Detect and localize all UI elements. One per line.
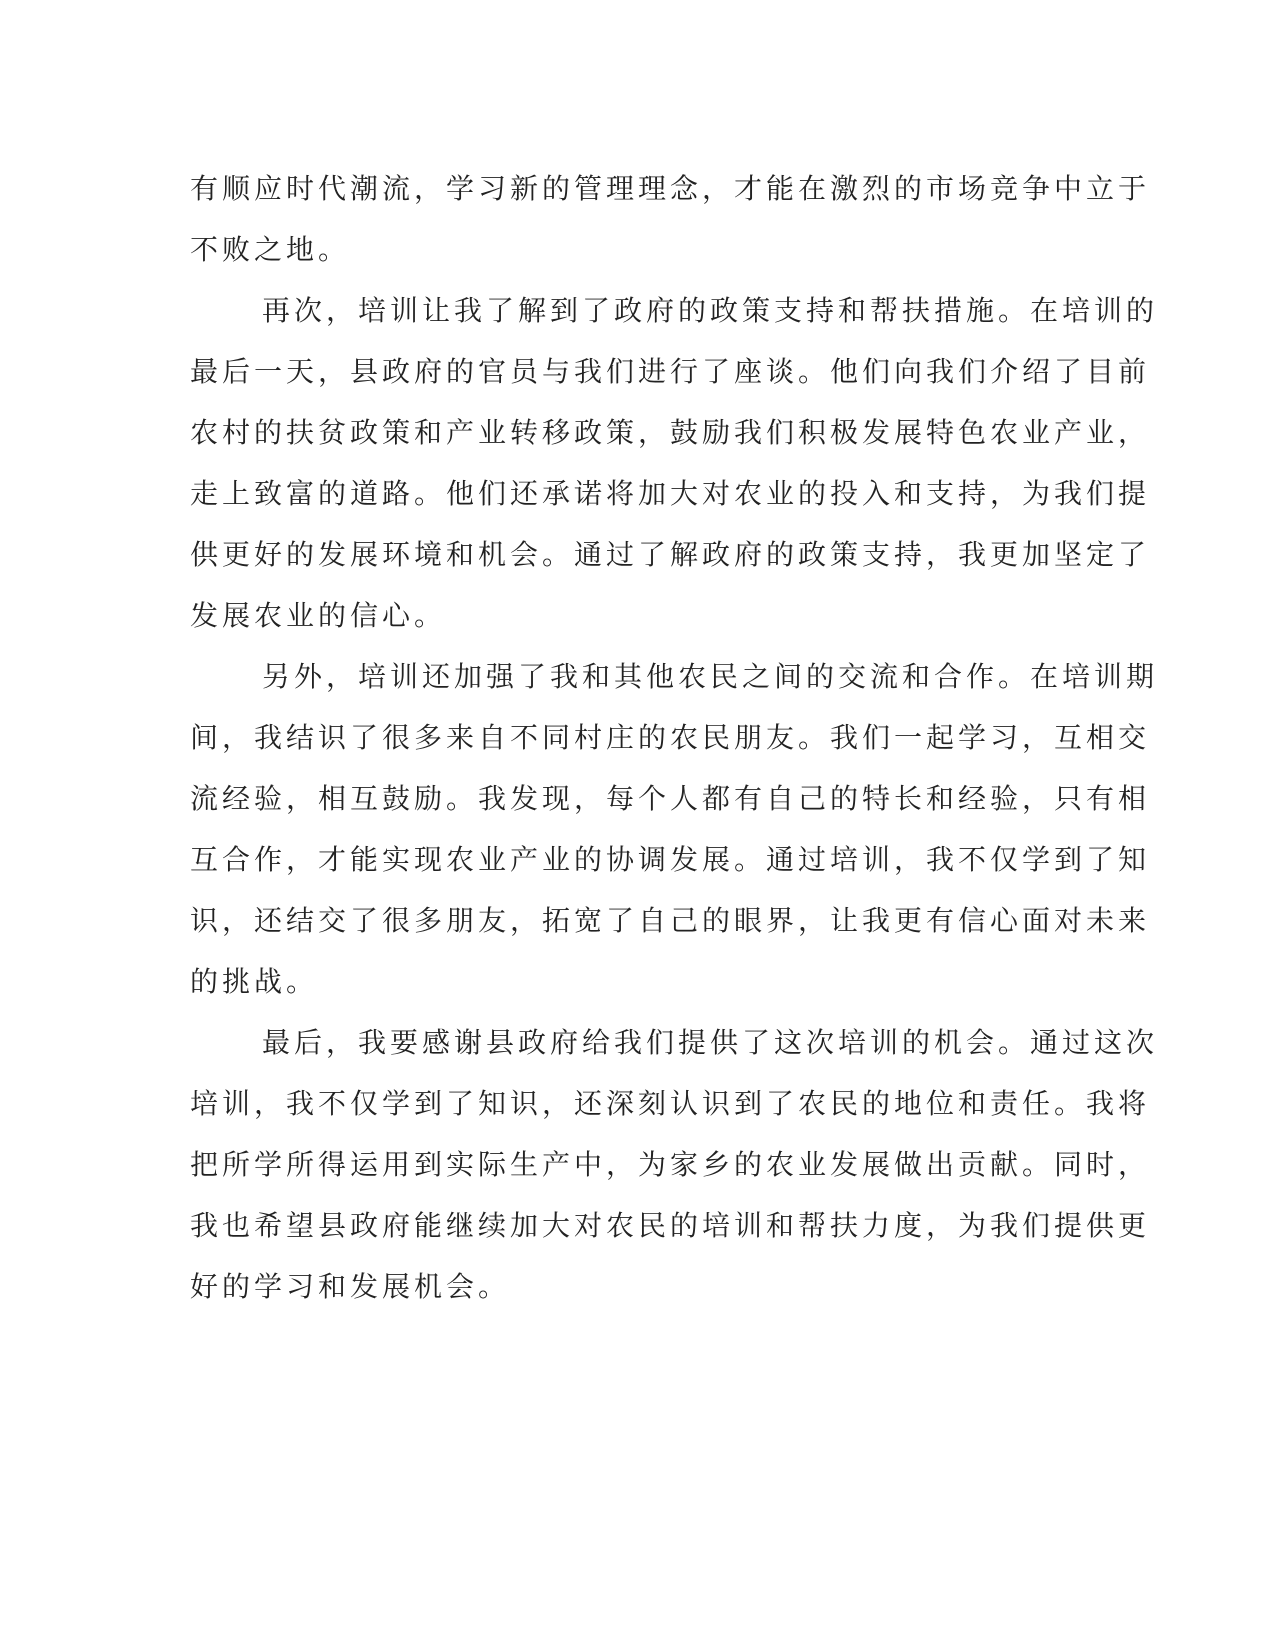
paragraph [190,280,1159,646]
text-line: 另外，培训还加强了我和其他农民之间的交流和合作。在培训期 [262,660,1159,693]
text-line: 我也希望县政府能继续加大对农民的培训和帮扶力度，为我们提供更 [190,1209,1151,1242]
text-line: 的挑战。 [190,965,319,998]
text-line: 有顺应时代潮流，学习新的管理理念，才能在激烈的市场竞争中立于 [190,172,1151,205]
text-line: 把所学所得运用到实际生产中，为家乡的农业发展做出贡献。同时， [190,1148,1151,1181]
text-line: 互合作，才能实现农业产业的协调发展。通过培训，我不仅学到了知 [190,843,1151,876]
document-body [190,158,1159,1317]
paragraph [190,1012,1159,1317]
text-line: 流经验，相互鼓励。我发现，每个人都有自己的特长和经验，只有相 [190,782,1151,815]
text-line: 识，还结交了很多朋友，拓宽了自己的眼界，让我更有信心面对未来 [190,904,1151,937]
text-line: 间，我结识了很多来自不同村庄的农民朋友。我们一起学习，互相交 [190,721,1151,754]
text-line: 供更好的发展环境和机会。通过了解政府的政策支持，我更加坚定了 [190,538,1151,571]
text-line: 好的学习和发展机会。 [190,1270,511,1303]
text-line: 再次，培训让我了解到了政府的政策支持和帮扶措施。在培训的 [262,294,1159,327]
paragraph [190,158,1151,280]
text-line: 最后，我要感谢县政府给我们提供了这次培训的机会。通过这次 [262,1026,1159,1059]
text-line: 农村的扶贫政策和产业转移政策，鼓励我们积极发展特色农业产业， [190,416,1151,449]
paragraph [190,646,1159,1012]
text-line: 培训，我不仅学到了知识，还深刻认识到了农民的地位和责任。我将 [190,1087,1151,1120]
text-line: 不败之地。 [190,233,351,266]
text-line: 发展农业的信心。 [190,599,447,632]
text-line: 走上致富的道路。他们还承诺将加大对农业的投入和支持，为我们提 [190,477,1151,510]
text-line: 最后一天，县政府的官员与我们进行了座谈。他们向我们介绍了目前 [190,355,1151,388]
